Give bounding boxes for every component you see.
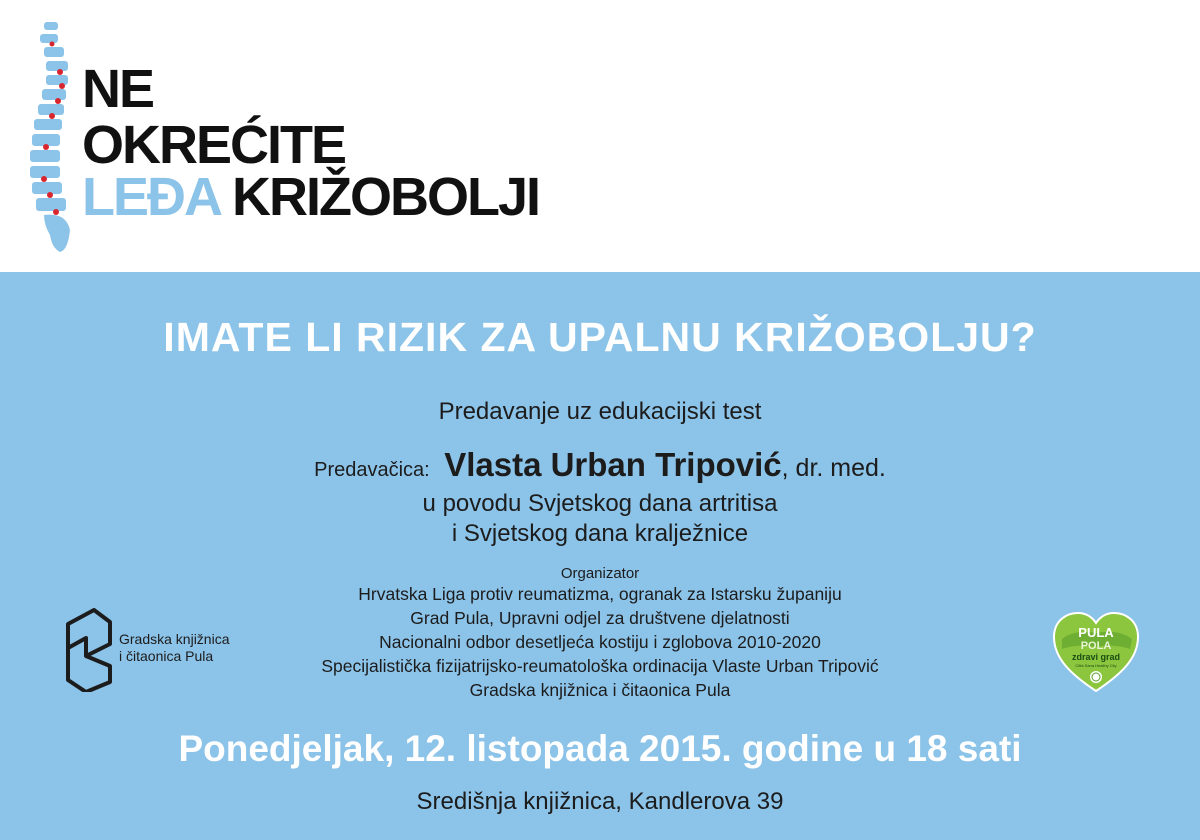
logo-line-3 (82, 167, 540, 227)
pula-tagline: zdravi grad (1071, 652, 1121, 662)
pula-word-2: POLA (1080, 640, 1112, 652)
lecturer-suffix: , dr. med. (781, 454, 886, 482)
organizer-item: Gradska knjižnica i čitaonica Pula (469, 680, 731, 700)
organizer-title: Organizator (560, 565, 640, 582)
organizer-item: Grad Pula, Upravni odjel za društvene djelatnosti (410, 608, 790, 628)
logo-word-leda: LEĐA (82, 167, 219, 227)
occasion-line-2: i Svjetskog dana kralježnice (451, 520, 749, 547)
library-logo-text (119, 631, 230, 665)
lecturer-line (0, 446, 1200, 484)
library-logo-line-2: i čitaonica Pula (119, 648, 214, 664)
organizer-item: Specijalistička fizijatrijsko-reumatološka ordinacija Vlaste Urban Tripović (321, 656, 879, 676)
occasion-line-1: u povodu Svjetskog dana artritisa (422, 490, 778, 517)
event-venue: Središnja knjižnica, Kandlerova 39 (416, 788, 784, 815)
subtitle: Predavanje uz edukacijski test (438, 398, 762, 425)
event-date: Ponedjeljak, 12. listopada 2015. godine u 18 sati (178, 728, 1022, 769)
spine-icon (22, 20, 82, 255)
pula-word-1: PULA (1078, 625, 1114, 640)
organizer-item: Nacionalni odbor desetljeća kostiju i zglobova 2010-2020 (379, 632, 821, 652)
main-headline: IMATE LI RIZIK ZA UPALNU KRIŽOBOLJU? (163, 314, 1037, 360)
library-logo-line-1: Gradska knjižnica (119, 631, 230, 647)
organizer-item: Hrvatska Liga protiv reumatizma, ogranak za Istarsku županiju (358, 584, 842, 604)
library-logo-icon (64, 608, 114, 692)
lecturer-label: Predavačica: (314, 459, 430, 481)
pula-small-text: Città Sana Healthy City (1075, 663, 1117, 668)
pula-healthy-city-logo (1052, 611, 1140, 693)
logo-line-2: OKREĆITE (82, 115, 346, 175)
logo-line-1: NE (82, 59, 154, 119)
lecturer-name: Vlasta Urban Tripović (444, 446, 782, 483)
logo-word-krizobolji: KRIŽOBOLJI (232, 167, 540, 227)
